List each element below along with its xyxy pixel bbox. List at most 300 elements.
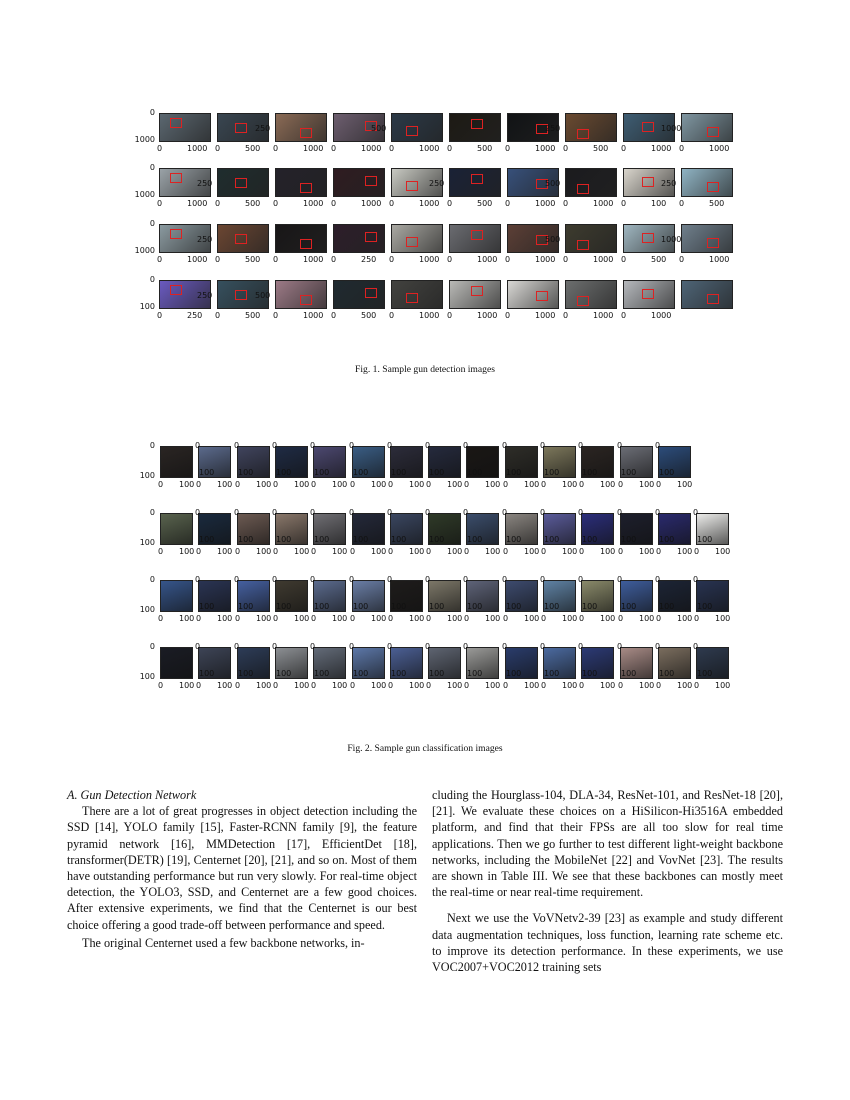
x-tick-label: 100 — [562, 480, 578, 489]
bounding-box — [536, 291, 548, 301]
x-tick-label: 0 — [679, 144, 685, 153]
x-tick-label: 0 — [389, 255, 395, 264]
tile-tick-label: 100 — [544, 535, 560, 544]
tile-tick-label: 250 — [545, 124, 561, 133]
tile-tick-label: 0 — [387, 575, 393, 584]
x-tick-label: 0 — [157, 255, 163, 264]
right-paragraph-2: Next we use the VoVNetv2-39 [23] as example and study different data augmentation techniques, loss function, learning rate scheme etc. to improve its detection performance. In these experiments, we use VOC2007+VOC2012 training sets — [432, 911, 783, 975]
tile-tick-label: 100 — [199, 669, 215, 678]
x-tick-label: 100 — [217, 681, 233, 690]
tile-tick-label: 100 — [467, 602, 483, 611]
x-tick-label: 100 — [217, 614, 233, 623]
tile-tick-label: 0 — [349, 441, 355, 450]
x-tick-label: 100 — [409, 547, 425, 556]
tile-tick-label: 100 — [621, 468, 637, 477]
tile-tick-label: 0 — [234, 508, 240, 517]
detection-sample-image — [275, 224, 327, 253]
x-tick-label: 0 — [350, 681, 356, 690]
bounding-box — [300, 239, 312, 249]
bounding-box — [707, 238, 719, 248]
tile-tick-label: 250 — [197, 235, 213, 244]
x-tick-label: 1000 — [651, 144, 672, 153]
x-tick-label: 0 — [331, 199, 337, 208]
tile-tick-label: 0 — [463, 508, 469, 517]
x-tick-label: 1000 — [303, 144, 324, 153]
tile-tick-label: 100 — [276, 468, 292, 477]
x-tick-label: 0 — [563, 311, 569, 320]
tile-tick-label: 0 — [540, 508, 546, 517]
x-tick-label: 100 — [447, 681, 463, 690]
x-tick-label: 0 — [273, 311, 279, 320]
x-tick-label: 500 — [245, 144, 261, 153]
tile-tick-label: 100 — [276, 669, 292, 678]
tile-tick-label: 100 — [621, 602, 637, 611]
tile-tick-label: 100 — [621, 535, 637, 544]
x-tick-label: 0 — [311, 614, 317, 623]
x-tick-label: 0 — [656, 480, 662, 489]
x-tick-label: 500 — [709, 199, 725, 208]
x-tick-label: 0 — [464, 614, 470, 623]
detection-sample-image — [333, 224, 385, 253]
bounding-box — [406, 181, 418, 191]
x-tick-label: 100 — [256, 614, 272, 623]
x-tick-label: 100 — [485, 681, 501, 690]
x-tick-label: 250 — [361, 255, 377, 264]
x-tick-label: 0 — [541, 614, 547, 623]
x-tick-label: 100 — [294, 480, 310, 489]
x-tick-label: 0 — [503, 614, 509, 623]
tile-tick-label: 0 — [502, 575, 508, 584]
x-tick-label: 500 — [477, 199, 493, 208]
tile-tick-label: 100 — [697, 602, 713, 611]
x-tick-label: 1000 — [709, 255, 730, 264]
x-tick-label: 500 — [361, 311, 377, 320]
tile-tick-label: 100 — [238, 468, 254, 477]
x-tick-label: 100 — [217, 480, 233, 489]
tile-tick-label: 0 — [502, 642, 508, 651]
tile-tick-label: 100 — [238, 535, 254, 544]
tile-tick-label: 0 — [617, 508, 623, 517]
x-tick-label: 100 — [332, 614, 348, 623]
tile-tick-label: 0 — [578, 508, 584, 517]
tile-tick-label: 100 — [697, 535, 713, 544]
tile-tick-label: 100 — [697, 669, 713, 678]
x-tick-label: 100 — [677, 480, 693, 489]
y-tick-label: 0 — [149, 108, 155, 117]
tile-tick-label: 100 — [353, 468, 369, 477]
x-tick-label: 0 — [331, 311, 337, 320]
tile-tick-label: 0 — [463, 441, 469, 450]
tile-tick-label: 0 — [693, 642, 699, 651]
bounding-box — [642, 177, 654, 187]
x-tick-label: 0 — [311, 480, 317, 489]
x-tick-label: 0 — [694, 681, 700, 690]
detection-sample-image — [681, 224, 733, 253]
bounding-box — [300, 295, 312, 305]
x-tick-label: 1000 — [593, 311, 614, 320]
tile-tick-label: 100 — [582, 669, 598, 678]
detection-sample-image — [333, 168, 385, 197]
tile-tick-label: 100 — [199, 468, 215, 477]
detection-sample-image — [507, 280, 559, 309]
tile-tick-label: 0 — [195, 575, 201, 584]
x-tick-label: 0 — [388, 614, 394, 623]
x-tick-label: 0 — [618, 480, 624, 489]
x-tick-label: 0 — [235, 547, 241, 556]
detection-sample-image — [449, 280, 501, 309]
x-tick-label: 0 — [388, 480, 394, 489]
tile-tick-label: 100 — [391, 535, 407, 544]
x-tick-label: 0 — [158, 480, 164, 489]
x-tick-label: 0 — [694, 547, 700, 556]
tile-tick-label: 100 — [659, 535, 675, 544]
x-tick-label: 0 — [157, 144, 163, 153]
x-tick-label: 100 — [332, 547, 348, 556]
x-tick-label: 100 — [179, 547, 195, 556]
tile-tick-label: 0 — [693, 508, 699, 517]
x-tick-label: 0 — [621, 144, 627, 153]
x-tick-label: 0 — [215, 255, 221, 264]
tile-tick-label: 0 — [578, 642, 584, 651]
tile-tick-label: 0 — [234, 642, 240, 651]
x-tick-label: 0 — [273, 681, 279, 690]
x-tick-label: 0 — [158, 614, 164, 623]
tile-tick-label: 0 — [463, 575, 469, 584]
x-tick-label: 0 — [331, 255, 337, 264]
bounding-box — [235, 123, 247, 133]
tile-tick-label: 100 — [659, 602, 675, 611]
tile-tick-label: 0 — [349, 642, 355, 651]
x-tick-label: 100 — [524, 614, 540, 623]
x-tick-label: 0 — [563, 199, 569, 208]
tile-tick-label: 0 — [234, 575, 240, 584]
bounding-box — [235, 178, 247, 188]
tile-tick-label: 100 — [659, 468, 675, 477]
tile-tick-label: 100 — [391, 669, 407, 678]
x-tick-label: 100 — [294, 681, 310, 690]
x-tick-label: 1000 — [535, 199, 556, 208]
x-tick-label: 0 — [541, 480, 547, 489]
bounding-box — [170, 285, 182, 295]
x-tick-label: 0 — [464, 681, 470, 690]
x-tick-label: 0 — [196, 614, 202, 623]
tile-tick-label: 500 — [545, 179, 561, 188]
y-tick-label: 100 — [139, 605, 155, 614]
x-tick-label: 100 — [524, 681, 540, 690]
bounding-box — [300, 183, 312, 193]
tile-tick-label: 100 — [429, 669, 445, 678]
detection-sample-image — [159, 113, 211, 142]
tile-tick-label: 0 — [425, 642, 431, 651]
x-tick-label: 100 — [562, 681, 578, 690]
x-tick-label: 100 — [715, 681, 731, 690]
x-tick-label: 100 — [639, 614, 655, 623]
bounding-box — [406, 126, 418, 136]
x-tick-label: 0 — [273, 480, 279, 489]
x-tick-label: 1000 — [419, 199, 440, 208]
bounding-box — [365, 176, 377, 186]
classification-sample-image — [160, 647, 193, 679]
x-tick-label: 100 — [485, 614, 501, 623]
y-tick-label: 0 — [149, 275, 155, 284]
x-tick-label: 0 — [157, 311, 163, 320]
x-tick-label: 0 — [563, 144, 569, 153]
x-tick-label: 1000 — [361, 199, 382, 208]
tile-tick-label: 0 — [349, 508, 355, 517]
tile-tick-label: 250 — [197, 179, 213, 188]
tile-tick-label: 100 — [506, 669, 522, 678]
x-tick-label: 100 — [371, 480, 387, 489]
x-tick-label: 0 — [579, 480, 585, 489]
x-tick-label: 0 — [541, 547, 547, 556]
x-tick-label: 100 — [524, 547, 540, 556]
tile-tick-label: 0 — [540, 575, 546, 584]
tile-tick-label: 0 — [387, 508, 393, 517]
x-tick-label: 1000 — [535, 311, 556, 320]
x-tick-label: 100 — [524, 480, 540, 489]
section-title: A. Gun Detection Network — [67, 788, 197, 802]
tile-tick-label: 250 — [197, 291, 213, 300]
x-tick-label: 0 — [621, 311, 627, 320]
x-tick-label: 100 — [332, 681, 348, 690]
tile-tick-label: 0 — [195, 642, 201, 651]
x-tick-label: 500 — [651, 255, 667, 264]
tile-tick-label: 0 — [349, 575, 355, 584]
x-tick-label: 0 — [505, 144, 511, 153]
detection-sample-image — [565, 224, 617, 253]
bounding-box — [365, 232, 377, 242]
x-tick-label: 0 — [541, 681, 547, 690]
tile-tick-label: 100 — [506, 535, 522, 544]
x-tick-label: 100 — [639, 547, 655, 556]
tile-tick-label: 100 — [506, 602, 522, 611]
detection-sample-image — [275, 168, 327, 197]
tile-tick-label: 0 — [195, 508, 201, 517]
x-tick-label: 100 — [715, 547, 731, 556]
x-tick-label: 500 — [477, 144, 493, 153]
x-tick-label: 0 — [464, 480, 470, 489]
x-tick-label: 0 — [426, 547, 432, 556]
left-paragraph-2: The original Centernet used a few backbone networks, in- — [82, 935, 365, 950]
tile-tick-label: 0 — [195, 441, 201, 450]
x-tick-label: 0 — [273, 547, 279, 556]
x-tick-label: 100 — [715, 614, 731, 623]
x-tick-label: 1000 — [303, 199, 324, 208]
tile-tick-label: 0 — [617, 575, 623, 584]
y-tick-label: 0 — [149, 575, 155, 584]
bounding-box — [170, 118, 182, 128]
x-tick-label: 100 — [371, 614, 387, 623]
tile-tick-label: 100 — [582, 468, 598, 477]
x-tick-label: 100 — [409, 681, 425, 690]
tile-tick-label: 100 — [199, 535, 215, 544]
x-tick-label: 1000 — [419, 144, 440, 153]
y-tick-label: 0 — [149, 508, 155, 517]
detection-sample-image — [623, 280, 675, 309]
x-tick-label: 500 — [245, 199, 261, 208]
x-tick-label: 0 — [273, 614, 279, 623]
tile-tick-label: 1000 — [661, 124, 682, 133]
x-tick-label: 0 — [505, 255, 511, 264]
x-tick-label: 0 — [679, 255, 685, 264]
tile-tick-label: 0 — [425, 441, 431, 450]
x-tick-label: 1000 — [419, 255, 440, 264]
x-tick-label: 100 — [677, 614, 693, 623]
x-tick-label: 0 — [426, 614, 432, 623]
tile-tick-label: 100 — [467, 468, 483, 477]
y-tick-label: 100 — [139, 471, 155, 480]
x-tick-label: 100 — [639, 480, 655, 489]
x-tick-label: 0 — [311, 547, 317, 556]
detection-sample-image — [565, 280, 617, 309]
tile-tick-label: 0 — [310, 508, 316, 517]
tile-tick-label: 100 — [391, 468, 407, 477]
x-tick-label: 0 — [579, 614, 585, 623]
x-tick-label: 0 — [350, 480, 356, 489]
x-tick-label: 1000 — [187, 199, 208, 208]
bounding-box — [642, 233, 654, 243]
tile-tick-label: 100 — [659, 669, 675, 678]
tile-tick-label: 0 — [540, 441, 546, 450]
tile-tick-label: 0 — [310, 441, 316, 450]
tile-tick-label: 0 — [578, 441, 584, 450]
detection-sample-image — [565, 168, 617, 197]
tile-tick-label: 100 — [429, 535, 445, 544]
tile-tick-label: 0 — [425, 575, 431, 584]
tile-tick-label: 100 — [582, 602, 598, 611]
tile-tick-label: 0 — [310, 642, 316, 651]
x-tick-label: 0 — [196, 681, 202, 690]
x-tick-label: 1000 — [593, 255, 614, 264]
detection-sample-image — [391, 280, 443, 309]
bounding-box — [577, 296, 589, 306]
x-tick-label: 0 — [215, 144, 221, 153]
bounding-box — [471, 286, 483, 296]
x-tick-label: 100 — [600, 547, 616, 556]
x-tick-label: 100 — [256, 547, 272, 556]
tile-tick-label: 0 — [655, 642, 661, 651]
x-tick-label: 0 — [311, 681, 317, 690]
bounding-box — [406, 293, 418, 303]
bounding-box — [471, 230, 483, 240]
x-tick-label: 0 — [235, 681, 241, 690]
tile-tick-label: 500 — [545, 235, 561, 244]
tile-tick-label: 100 — [353, 602, 369, 611]
x-tick-label: 1000 — [477, 311, 498, 320]
bounding-box — [642, 289, 654, 299]
x-tick-label: 0 — [679, 199, 685, 208]
tile-tick-label: 100 — [467, 669, 483, 678]
tile-tick-label: 1000 — [661, 235, 682, 244]
y-tick-label: 0 — [149, 219, 155, 228]
figure-1-caption: Fig. 1. Sample gun detection images — [355, 364, 495, 375]
x-tick-label: 0 — [447, 255, 453, 264]
tile-tick-label: 100 — [238, 669, 254, 678]
bounding-box — [577, 184, 589, 194]
x-tick-label: 0 — [656, 547, 662, 556]
bounding-box — [235, 290, 247, 300]
bounding-box — [300, 128, 312, 138]
tile-tick-label: 0 — [387, 441, 393, 450]
bounding-box — [365, 288, 377, 298]
x-tick-label: 100 — [677, 547, 693, 556]
x-tick-label: 0 — [158, 681, 164, 690]
x-tick-label: 100 — [332, 480, 348, 489]
tile-tick-label: 100 — [582, 535, 598, 544]
x-tick-label: 0 — [563, 255, 569, 264]
bounding-box — [471, 174, 483, 184]
tile-tick-label: 100 — [276, 602, 292, 611]
x-tick-label: 100 — [409, 480, 425, 489]
tile-tick-label: 0 — [655, 575, 661, 584]
left-column — [67, 787, 417, 951]
x-tick-label: 0 — [579, 681, 585, 690]
x-tick-label: 0 — [235, 480, 241, 489]
classification-sample-image — [160, 513, 193, 545]
x-tick-label: 0 — [196, 547, 202, 556]
x-tick-label: 0 — [215, 311, 221, 320]
tile-tick-label: 100 — [621, 669, 637, 678]
x-tick-label: 0 — [331, 144, 337, 153]
tile-tick-label: 0 — [425, 508, 431, 517]
tile-tick-label: 100 — [314, 669, 330, 678]
x-tick-label: 100 — [256, 480, 272, 489]
x-tick-label: 0 — [389, 311, 395, 320]
x-tick-label: 0 — [447, 199, 453, 208]
tile-tick-label: 0 — [655, 508, 661, 517]
x-tick-label: 0 — [388, 547, 394, 556]
x-tick-label: 1000 — [187, 144, 208, 153]
x-tick-label: 0 — [503, 547, 509, 556]
x-tick-label: 0 — [350, 547, 356, 556]
bounding-box — [577, 240, 589, 250]
x-tick-label: 100 — [562, 614, 578, 623]
x-tick-label: 0 — [579, 547, 585, 556]
x-tick-label: 100 — [600, 681, 616, 690]
tile-tick-label: 100 — [544, 468, 560, 477]
detection-sample-image — [275, 113, 327, 142]
tile-tick-label: 0 — [310, 575, 316, 584]
tile-tick-label: 100 — [506, 468, 522, 477]
tile-tick-label: 100 — [276, 535, 292, 544]
detection-sample-image — [449, 113, 501, 142]
x-tick-label: 100 — [485, 547, 501, 556]
x-tick-label: 100 — [256, 681, 272, 690]
x-tick-label: 1000 — [419, 311, 440, 320]
x-tick-label: 500 — [245, 255, 261, 264]
y-tick-label: 0 — [149, 642, 155, 651]
x-tick-label: 100 — [179, 480, 195, 489]
tile-tick-label: 0 — [272, 441, 278, 450]
tile-tick-label: 0 — [463, 642, 469, 651]
y-tick-label: 100 — [139, 302, 155, 311]
x-tick-label: 100 — [294, 614, 310, 623]
right-column — [432, 787, 783, 975]
detection-sample-image — [333, 280, 385, 309]
x-tick-label: 1000 — [477, 255, 498, 264]
x-tick-label: 0 — [505, 311, 511, 320]
detection-sample-image — [681, 280, 733, 309]
x-tick-label: 0 — [235, 614, 241, 623]
x-tick-label: 0 — [426, 480, 432, 489]
x-tick-label: 0 — [618, 614, 624, 623]
x-tick-label: 100 — [447, 547, 463, 556]
x-tick-label: 0 — [273, 199, 279, 208]
tile-tick-label: 100 — [314, 468, 330, 477]
tile-tick-label: 0 — [502, 508, 508, 517]
x-tick-label: 100 — [639, 681, 655, 690]
bounding-box — [642, 122, 654, 132]
